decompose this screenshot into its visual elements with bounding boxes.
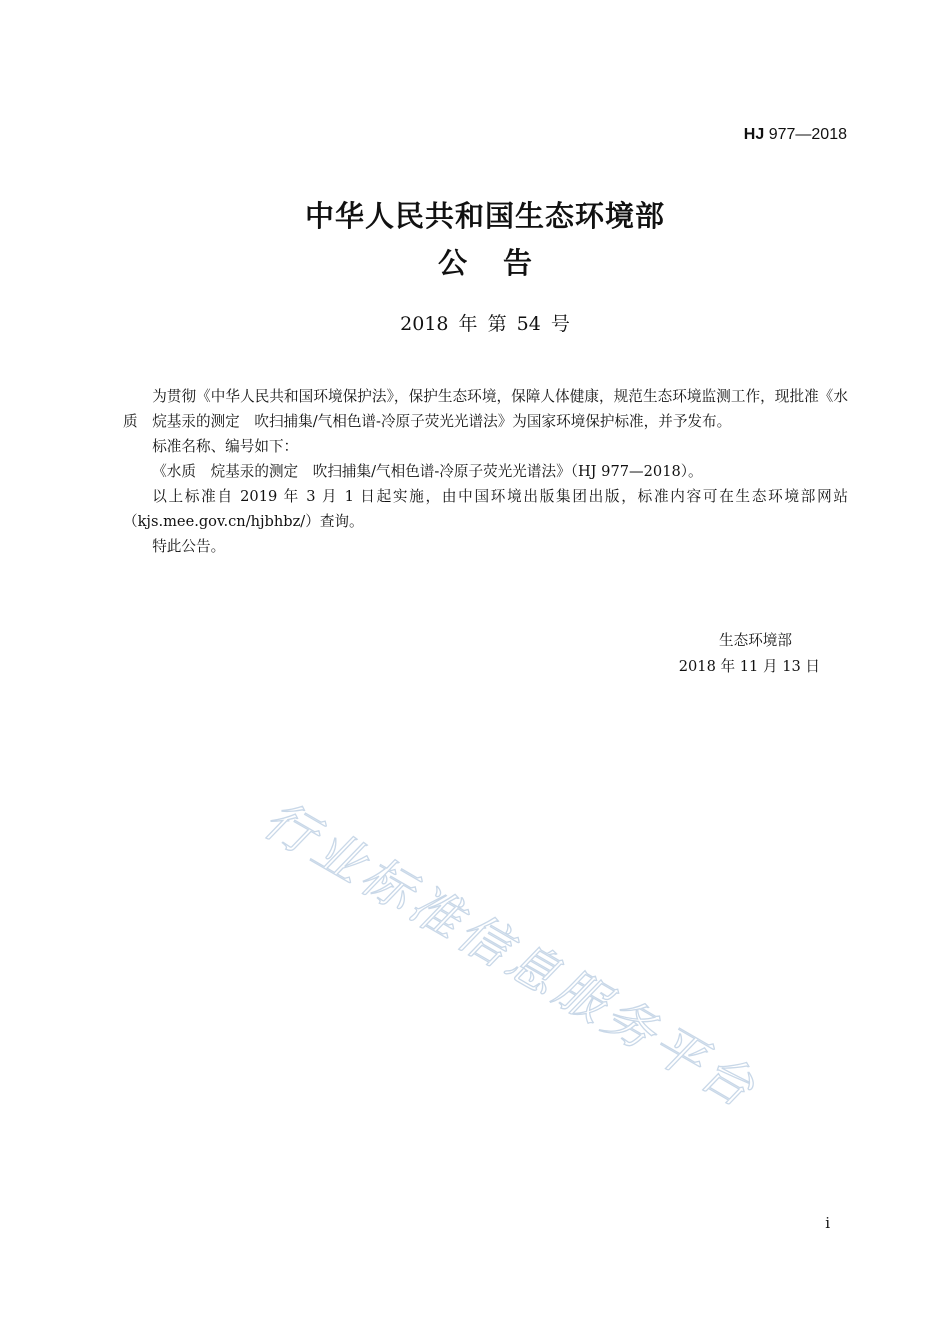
body-paragraph: 以上标准自 2019 年 3 月 1 日起实施，由中国环境出版集团出版，标准内容可在生态环境部网站（kjs.mee.gov.cn/hjbhbz/）查询。 <box>123 488 848 530</box>
signature-org: 生态环境部 <box>719 632 792 649</box>
issue-number: 2018 年 第 54 号 <box>400 313 570 335</box>
watermark <box>250 790 770 1110</box>
announcement-title: 公告 <box>437 246 568 280</box>
standard-code-number: 977—2018 <box>768 126 847 143</box>
announcement-body <box>123 384 848 559</box>
body-paragraph: 特此公告。 <box>152 538 226 555</box>
page-number: i <box>825 1214 830 1232</box>
signature-block <box>679 628 820 680</box>
issuer-title: 中华人民共和国生态环境部 <box>304 199 665 233</box>
standard-code <box>744 126 847 144</box>
watermark-text: 行业标准信息服务平台 <box>254 790 768 1110</box>
watermark-graphic <box>250 790 770 1110</box>
body-paragraph: 《水质 烷基汞的测定 吹扫捕集/气相色谱-冷原子荧光光谱法》（HJ 977—2018）。 <box>152 463 703 480</box>
body-paragraph: 标准名称、编号如下： <box>152 438 299 455</box>
body-paragraph: 为贯彻《中华人民共和国环境保护法》，保护生态环境，保障人体健康，规范生态环境监测工作，现批准《水质 烷基汞的测定 吹扫捕集/气相色谱-冷原子荧光光谱法》为国家环境保护标准，并予发布。 <box>123 388 848 430</box>
standard-code-prefix: HJ <box>743 126 765 143</box>
signature-date: 2018 年 11 月 13 日 <box>678 658 820 675</box>
